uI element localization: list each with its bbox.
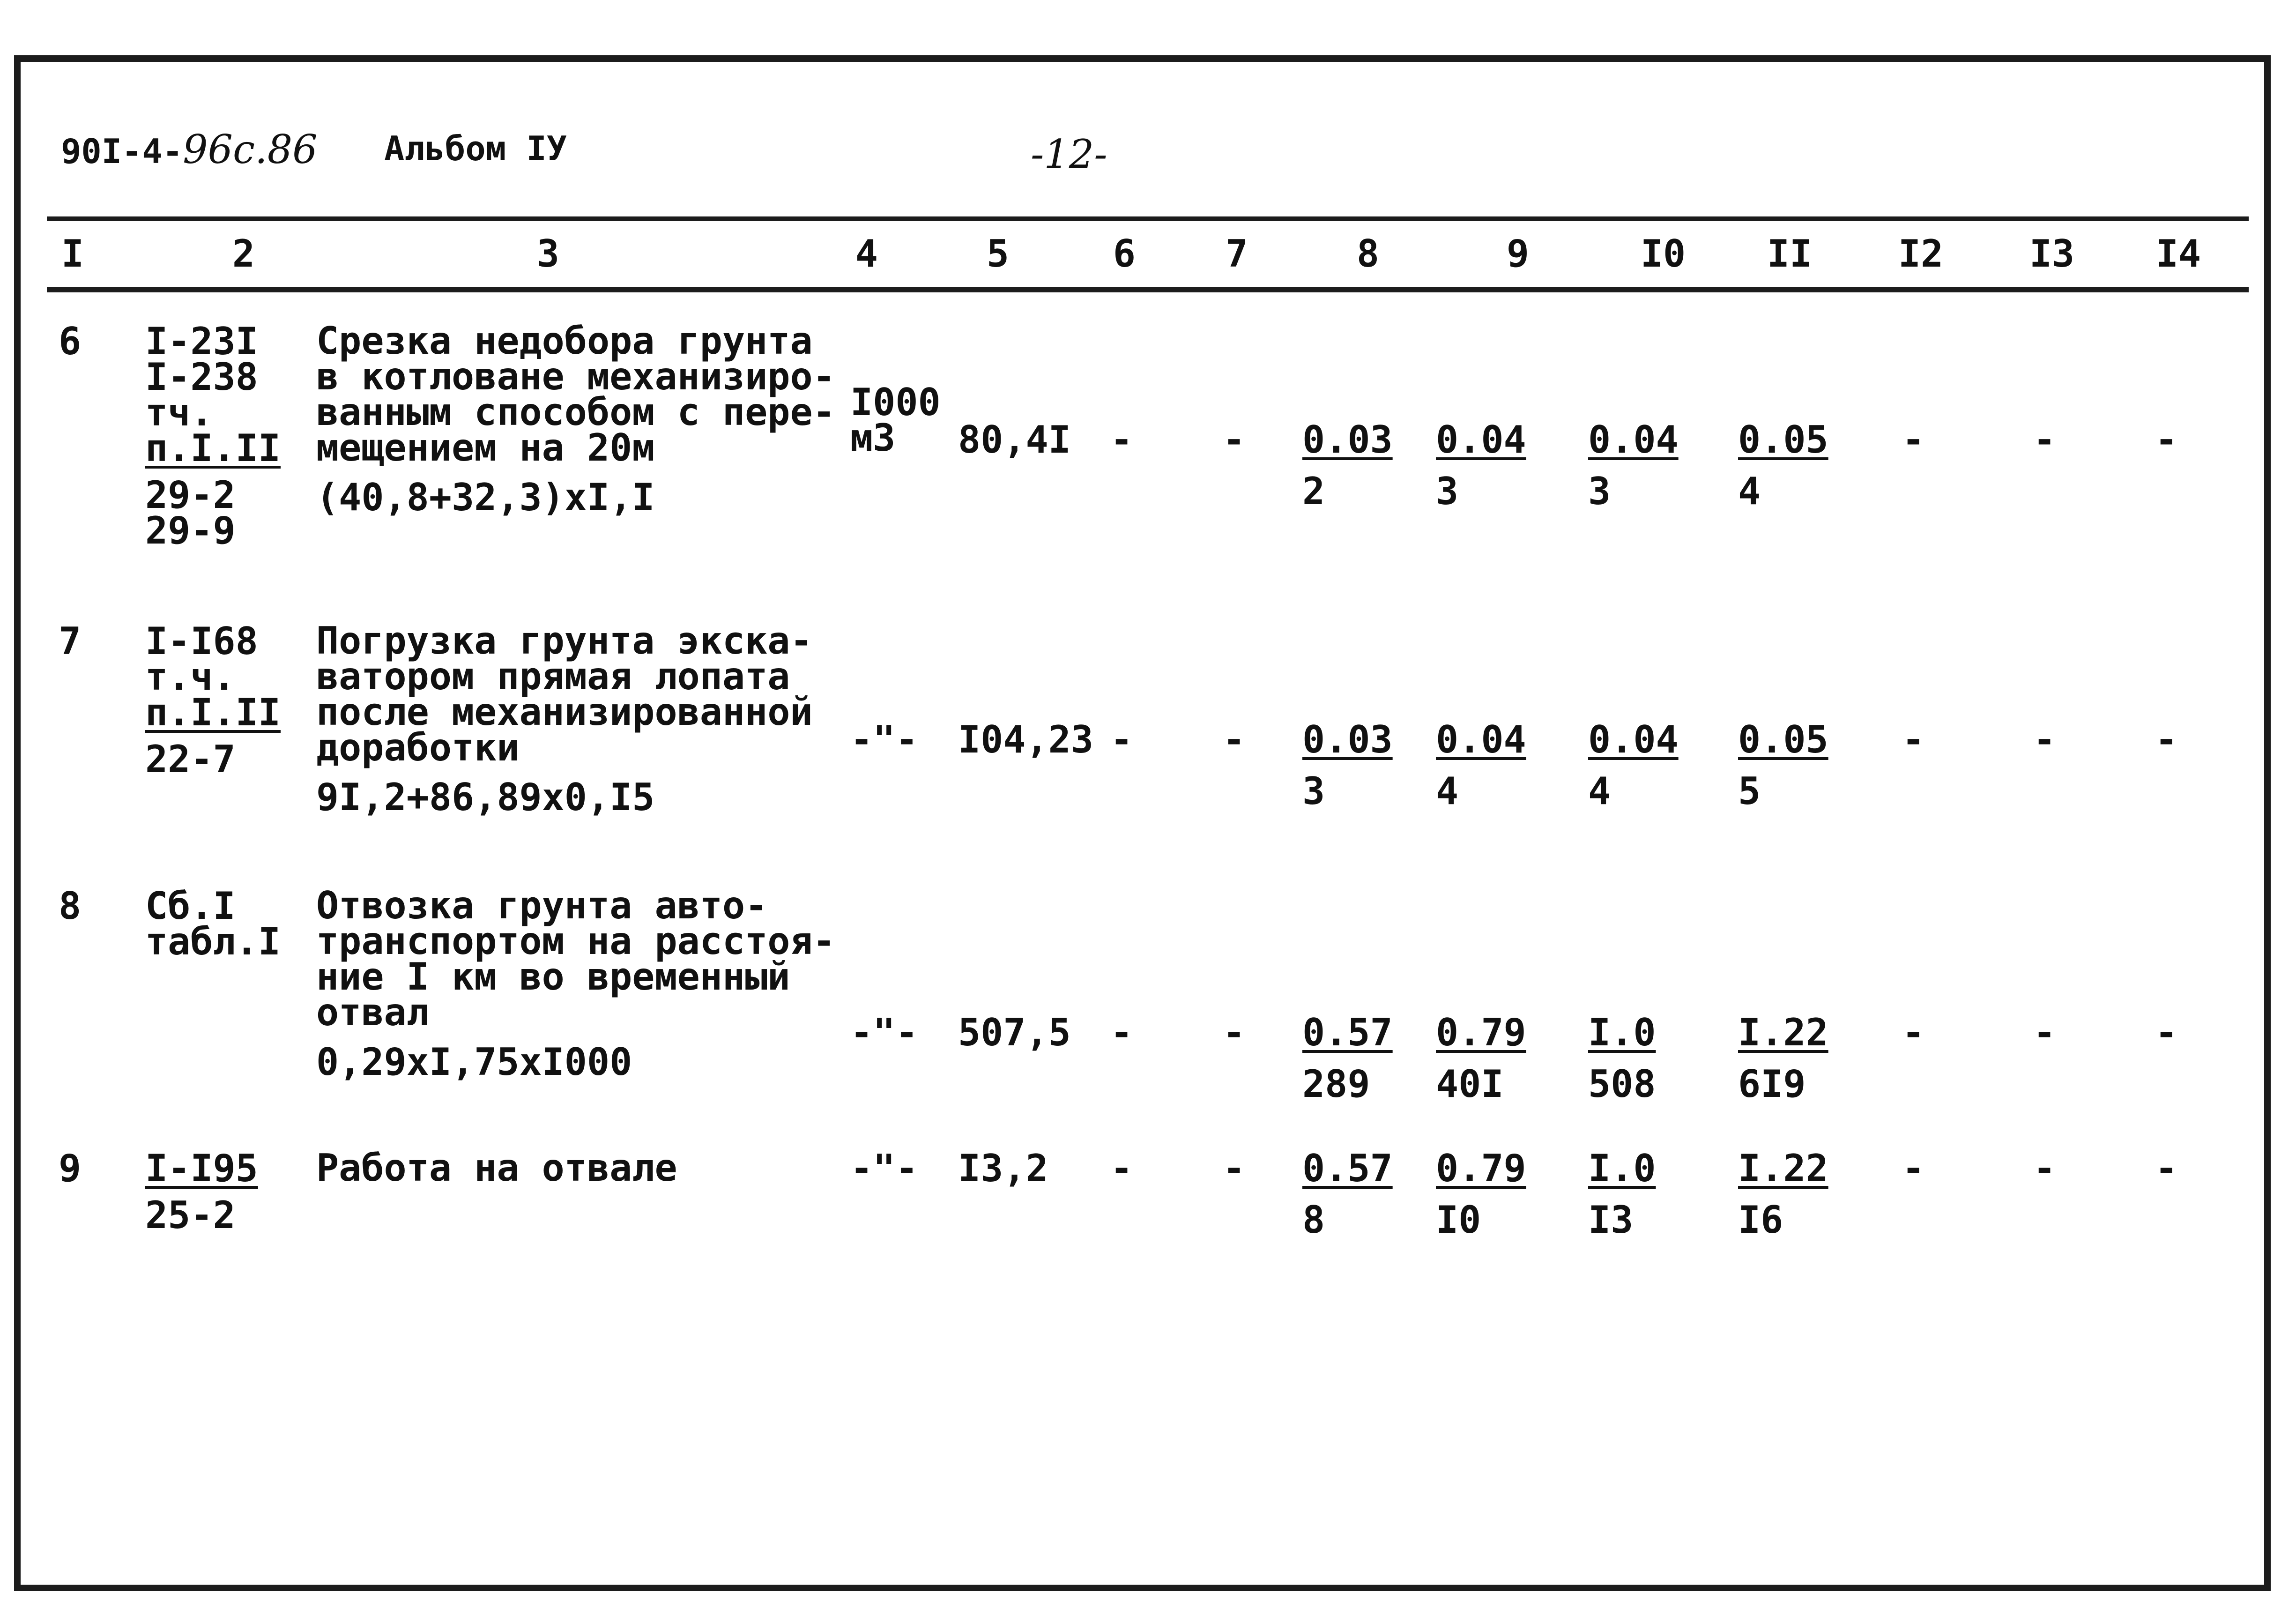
col7-value: - [1223, 1011, 1246, 1054]
column-header-2: 2 [232, 232, 255, 276]
coef-col9-denominator: 40I [1436, 1062, 1504, 1106]
col14-value: - [2155, 418, 2178, 462]
row-number: 8 [59, 884, 82, 928]
coef-col10-denominator: I3 [1588, 1198, 1634, 1242]
norm-reference: I-I68 [145, 619, 258, 663]
coef-col9-numerator: 0.79 [1436, 1147, 1526, 1190]
column-header-8: 8 [1356, 232, 1380, 276]
norm-reference: 25-2 [145, 1193, 236, 1237]
col7-value: - [1223, 418, 1246, 462]
coef-col11-numerator: 0.05 [1738, 418, 1828, 462]
column-header-14: I4 [2155, 232, 2201, 276]
col14-value: - [2155, 1011, 2178, 1054]
col6-value: - [1110, 1011, 1133, 1054]
volume-formula: 0,29хI,75хI000 [316, 1040, 632, 1084]
norm-reference: 29-2 [145, 473, 236, 517]
column-header-7: 7 [1225, 232, 1248, 276]
coef-col9-denominator: 3 [1436, 469, 1459, 513]
coef-col8-denominator: 8 [1302, 1198, 1325, 1242]
norm-reference: 29-9 [145, 509, 236, 552]
quantity: 507,5 [958, 1011, 1071, 1054]
norm-reference: 22-7 [145, 738, 236, 781]
coef-col11-denominator: 6I9 [1738, 1062, 1806, 1106]
coef-col10-numerator: 0.04 [1588, 418, 1679, 462]
work-description-line: ние I км во временный [316, 955, 790, 998]
column-header-3: 3 [536, 232, 560, 276]
col12-value: - [1902, 418, 1925, 462]
coef-col8-numerator: 0.57 [1302, 1011, 1393, 1054]
column-header-13: I3 [2029, 232, 2075, 276]
coef-col11-numerator: I.22 [1738, 1147, 1828, 1190]
coef-col8-denominator: 3 [1302, 769, 1325, 813]
col13-value: - [2033, 718, 2056, 761]
coef-col11-denominator: 4 [1738, 469, 1761, 513]
coef-col10-denominator: 4 [1588, 769, 1611, 813]
volume-formula: (40,8+32,3)хI,I [316, 476, 655, 519]
coef-col9-numerator: 0.04 [1436, 718, 1526, 761]
coef-col10-denominator: 3 [1588, 469, 1611, 513]
norm-reference: т.ч. [145, 655, 236, 699]
col12-value: - [1902, 1147, 1925, 1190]
col6-value: - [1110, 718, 1133, 761]
col12-value: - [1902, 1011, 1925, 1054]
col6-value: - [1110, 1147, 1133, 1190]
coef-col8-denominator: 289 [1302, 1062, 1370, 1106]
norm-reference: I-238 [145, 355, 258, 399]
coef-col10-numerator: I.0 [1588, 1011, 1656, 1054]
coef-col11-denominator: 5 [1738, 769, 1761, 813]
coef-col9-denominator: I0 [1436, 1198, 1481, 1242]
page-frame [14, 55, 2271, 1591]
unit-of-measure: -"- [850, 1011, 918, 1054]
document-code [61, 127, 318, 172]
coef-col8-numerator: 0.03 [1302, 418, 1393, 462]
work-description-line: Работа на отвале [316, 1146, 677, 1190]
work-description-line: Срезка недобора грунта [316, 319, 813, 363]
column-header-12: I2 [1898, 232, 1944, 276]
header-bottom-rule [47, 287, 2249, 292]
coef-col9-denominator: 4 [1436, 769, 1459, 813]
work-description-line: доработки [316, 726, 520, 769]
work-description-line: в котловане механизиро- [316, 355, 835, 398]
document-code-handwritten: 96с.86 [183, 127, 318, 172]
coef-col8-numerator: 0.57 [1302, 1147, 1393, 1190]
col13-value: - [2033, 1011, 2056, 1054]
quantity: I3,2 [958, 1147, 1048, 1190]
col7-value: - [1223, 718, 1246, 761]
col6-value: - [1110, 418, 1133, 462]
col7-value: - [1223, 1147, 1246, 1190]
norm-reference: I-23I [145, 320, 258, 363]
document-code-prefix: 90I-4- [61, 132, 183, 171]
coef-col11-numerator: 0.05 [1738, 718, 1828, 761]
unit-of-measure: м3 [850, 416, 896, 460]
col13-value: - [2033, 1147, 2056, 1190]
work-description-line: Отвозка грунта авто- [316, 884, 768, 927]
album-label: Альбом IУ [384, 129, 567, 168]
work-description-line: после механизированной [316, 690, 813, 734]
coef-col11-denominator: I6 [1738, 1198, 1783, 1242]
coef-col9-numerator: 0.04 [1436, 418, 1526, 462]
work-description-line: отвал [316, 991, 429, 1034]
row-number: 7 [59, 619, 82, 663]
norm-reference: тч. [145, 391, 213, 434]
volume-formula: 9I,2+86,89х0,I5 [316, 775, 655, 819]
column-header-11: II [1767, 232, 1813, 276]
unit-of-measure: -"- [850, 718, 918, 761]
quantity: 80,4I [958, 418, 1071, 462]
work-description-line: Погрузка грунта экска- [316, 619, 813, 663]
unit-of-measure: -"- [850, 1147, 918, 1190]
quantity: I04,23 [958, 718, 1093, 761]
col14-value: - [2155, 718, 2178, 761]
col14-value: - [2155, 1147, 2178, 1190]
norm-reference-underlined: п.I.II [145, 691, 281, 734]
col13-value: - [2033, 418, 2056, 462]
row-number: 6 [59, 320, 82, 363]
column-header-10: I0 [1640, 232, 1686, 276]
column-header-6: 6 [1113, 232, 1136, 276]
coef-col9-numerator: 0.79 [1436, 1011, 1526, 1054]
column-header-1: I [61, 232, 84, 276]
coef-col10-denominator: 508 [1588, 1062, 1656, 1106]
unit-of-measure: I000 [850, 380, 941, 424]
column-header-5: 5 [986, 232, 1010, 276]
page-number: -12- [1031, 131, 1107, 177]
row-number: 9 [59, 1147, 82, 1190]
norm-reference: Сб.I [145, 884, 236, 928]
work-description-line: мещением на 20м [316, 426, 655, 469]
coef-col11-numerator: I.22 [1738, 1011, 1828, 1054]
work-description-line: транспортом на расстоя- [316, 919, 835, 963]
coef-col8-denominator: 2 [1302, 469, 1325, 513]
coef-col10-numerator: I.0 [1588, 1147, 1656, 1190]
coef-col10-numerator: 0.04 [1588, 718, 1679, 761]
column-header-4: 4 [855, 232, 878, 276]
norm-reference-underlined: I-I95 [145, 1147, 258, 1190]
norm-reference-underlined: п.I.II [145, 426, 281, 470]
work-description-line: ватором прямая лопата [316, 655, 790, 698]
header-top-rule [47, 216, 2249, 221]
norm-reference: табл.I [145, 920, 281, 963]
coef-col8-numerator: 0.03 [1302, 718, 1393, 761]
column-header-9: 9 [1506, 232, 1530, 276]
work-description-line: ванным способом с пере- [316, 390, 835, 434]
col12-value: - [1902, 718, 1925, 761]
